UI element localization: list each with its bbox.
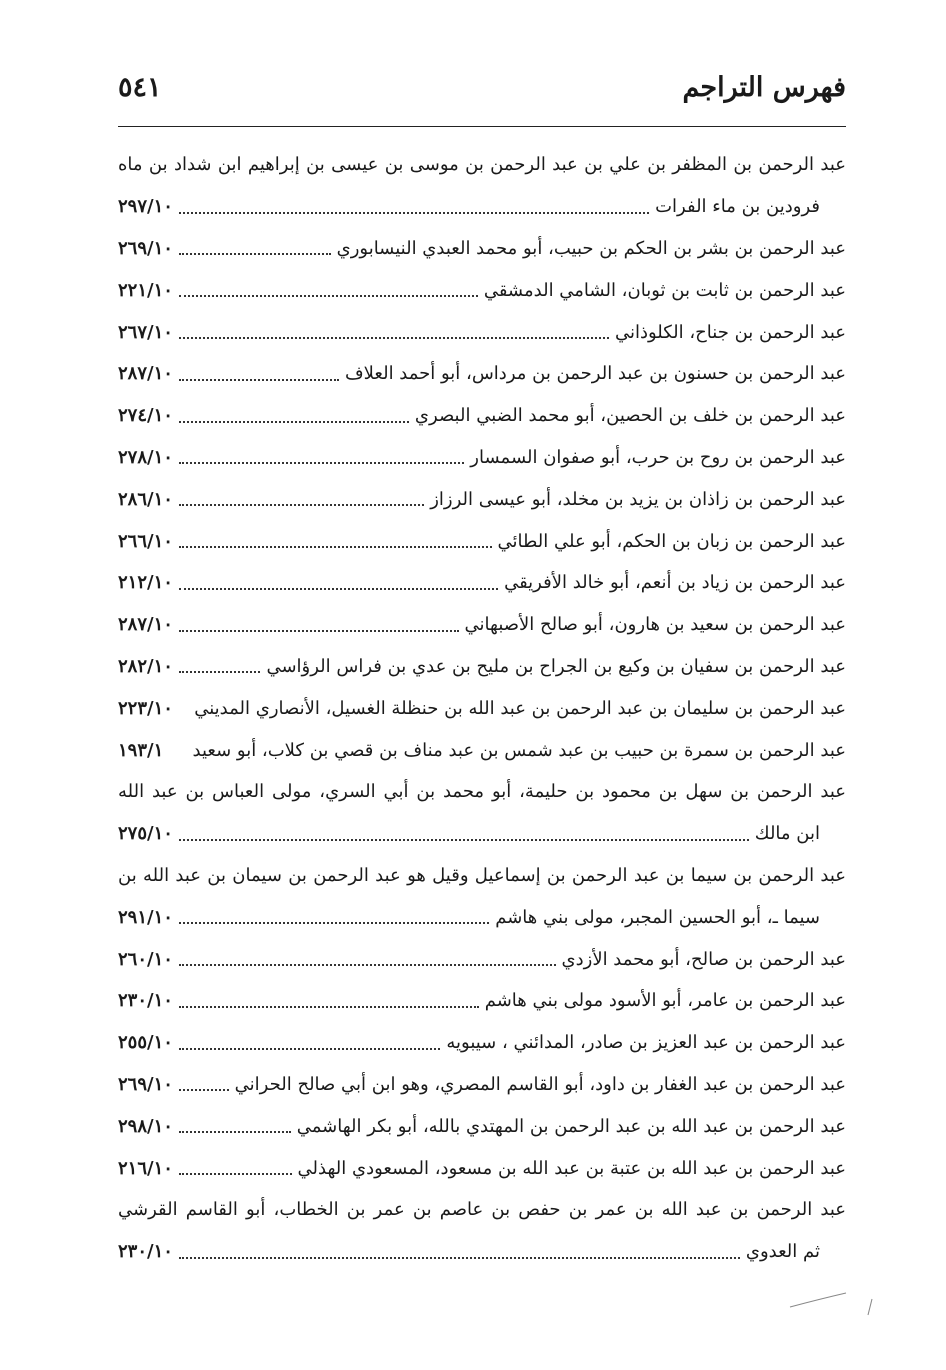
page-title: فهرس التراجم: [682, 72, 846, 103]
volume-page-reference: ٢٦٠/١٠: [118, 948, 173, 970]
index-entry: [118, 269, 846, 311]
entry-line: [118, 437, 846, 479]
dot-leader: [179, 546, 492, 548]
entry-line: [118, 729, 846, 771]
volume-page-reference: ٢٣٠/١٠: [118, 990, 173, 1012]
entry-line: [118, 478, 846, 520]
entry-line: [118, 1189, 846, 1231]
entry-line: [118, 687, 846, 729]
dot-leader: [179, 1257, 740, 1259]
entry-line: [118, 771, 846, 813]
entry-name-text: عبد الرحمن بن حسنون بن عبد الرحمن بن مرداس، أبو أحمد العلاف: [345, 363, 846, 385]
dot-leader: [179, 212, 649, 214]
dot-leader: [179, 1048, 440, 1050]
entry-name-text: عبد الرحمن بن خلف بن الحصين، أبو محمد الضبي البصري: [414, 405, 846, 427]
entry-name-text: ابن مالك: [754, 823, 820, 845]
index-entry: [118, 395, 846, 437]
entry-name-text: عبد الرحمن بن ثابت بن ثوبان، الشامي الدمشقي: [483, 279, 846, 301]
volume-page-reference: ٢٩٧/١٠: [118, 196, 173, 218]
index-entry: [118, 437, 846, 479]
dot-leader: [179, 839, 749, 841]
dot-leader: [179, 295, 478, 297]
dot-leader: [179, 671, 261, 673]
dot-leader: [179, 1089, 229, 1091]
index-entry: [118, 1189, 846, 1273]
volume-page-reference: ٢٧٤/١٠: [118, 405, 173, 427]
entry-name-text: عبد الرحمن بن سهل بن محمود بن حليمة، أبو محمد بن أبي السري، مولى العباس بن عبد الله: [118, 781, 846, 803]
volume-page-reference: ٢٧٥/١٠: [118, 823, 173, 845]
volume-page-reference: ٢١٦/١٠: [118, 1157, 173, 1179]
stray-pen-marks: [780, 1285, 890, 1325]
entry-name-text: عبد الرحمن بن عبد الله بن عبد الرحمن بن المهتدي بالله، أبو بكر الهاشمي: [296, 1115, 846, 1137]
dot-leader: [179, 253, 331, 255]
entry-name-text: عبد الرحمن بن عبد الله بن عتبة بن عبد الله بن مسعود، المسعودي الهذلي: [297, 1157, 846, 1179]
entry-line: [118, 228, 846, 270]
volume-page-reference: ٢٥٥/١٠: [118, 1032, 173, 1054]
entry-line: [118, 311, 846, 353]
dot-leader: [179, 379, 339, 381]
entry-continuation-line: [118, 896, 846, 938]
entry-name-text: عبد الرحمن بن سمرة بن حبيب بن عبد شمس بن عبد مناف بن قصي بن كلاب، أبو سعيد: [192, 739, 846, 761]
volume-page-reference: ٢٩١/١٠: [118, 906, 173, 928]
volume-page-reference: ٢٢١/١٠: [118, 279, 173, 301]
index-entry: [118, 646, 846, 688]
dot-leader: [179, 462, 464, 464]
entry-line: [118, 1147, 846, 1189]
volume-page-reference: ٢٦٩/١٠: [118, 237, 173, 259]
index-entry: [118, 562, 846, 604]
index-entry: [118, 604, 846, 646]
entry-line: [118, 980, 846, 1022]
entry-name-text: عبد الرحمن بن زياد بن أنعم، أبو خالد الأفريقي: [504, 572, 846, 594]
entry-name-text: سيما ـ، أبو الحسين المجبر، مولى بني هاشم: [495, 906, 820, 928]
entry-line: [118, 855, 846, 897]
volume-page-reference: ٢٨٢/١٠: [118, 655, 173, 677]
entry-name-text: عبد الرحمن بن سليمان بن عبد الرحمن بن عبد الله بن حنظلة الغسيل، الأنصاري المديني: [194, 697, 846, 719]
entry-name-text: عبد الرحمن بن عبد العزيز بن صادر، المدائني ، سيبويه: [446, 1032, 846, 1054]
volume-page-reference: ٢٣٠/١٠: [118, 1241, 173, 1263]
entry-line: [118, 562, 846, 604]
volume-page-reference: ٢٨٧/١٠: [118, 363, 173, 385]
index-entry: [118, 478, 846, 520]
entry-name-text: عبد الرحمن بن المظفر بن علي بن عبد الرحمن بن موسى بن عيسى بن إبراهيم ابن شداد بن ماه: [118, 154, 846, 176]
entry-line: [118, 604, 846, 646]
volume-page-reference: ٢٦٩/١٠: [118, 1073, 173, 1095]
volume-page-reference: ٢٨٦/١٠: [118, 488, 173, 510]
index-entry: [118, 353, 846, 395]
entry-line: [118, 520, 846, 562]
volume-page-reference: ١٩٣/١: [118, 739, 164, 761]
index-entry: [118, 1064, 846, 1106]
entry-continuation-line: [118, 813, 846, 855]
volume-page-reference: ٢٩٨/١٠: [118, 1115, 173, 1137]
entry-name-text: ثم العدوي: [745, 1241, 820, 1263]
index-entry: [118, 1147, 846, 1189]
index-entry: [118, 1022, 846, 1064]
entry-name-text: عبد الرحمن بن روح بن حرب، أبو صفوان السمسار: [470, 446, 846, 468]
dot-leader: [179, 504, 424, 506]
index-entries: [118, 144, 846, 1273]
entry-name-text: عبد الرحمن بن بشر بن الحكم بن حبيب، أبو محمد العبدي النيسابوري: [336, 237, 846, 259]
header-rule: [118, 126, 846, 127]
index-entry: [118, 520, 846, 562]
dot-leader: [179, 337, 609, 339]
entry-continuation-line: [118, 186, 846, 228]
volume-page-reference: ٢٢٣/١٠: [118, 697, 173, 719]
entry-line: [118, 1105, 846, 1147]
index-entry: [118, 311, 846, 353]
entry-name-text: فرودين بن ماء الفرات: [655, 196, 820, 218]
dot-leader: [179, 964, 556, 966]
index-entry: [118, 228, 846, 270]
volume-page-reference: ٢١٢/١٠: [118, 572, 173, 594]
entry-name-text: عبد الرحمن بن جناح، الكلوذاني: [614, 321, 846, 343]
index-entry: [118, 855, 846, 939]
entry-name-text: عبد الرحمن بن عبد الغفار بن داود، أبو القاسم المصري، وهو ابن أبي صالح الحراني: [234, 1073, 846, 1095]
index-entry: [118, 687, 846, 729]
entry-line: [118, 1064, 846, 1106]
page-number: ٥٤١: [118, 72, 162, 103]
dot-leader: [179, 588, 498, 590]
entry-line: [118, 269, 846, 311]
volume-page-reference: ٢٦٧/١٠: [118, 321, 173, 343]
entry-continuation-line: [118, 1231, 846, 1273]
entry-name-text: عبد الرحمن بن صالح، أبو محمد الأزدي: [561, 948, 846, 970]
entry-name-text: عبد الرحمن بن سفيان بن وكيع بن الجراح بن مليح بن عدي بن فراس الرؤاسي: [266, 655, 846, 677]
entry-name-text: عبد الرحمن بن زبان بن الحكم، أبو علي الطائي: [497, 530, 846, 552]
dot-leader: [179, 1173, 292, 1175]
dot-leader: [179, 922, 489, 924]
index-entry: [118, 144, 846, 228]
entry-name-text: عبد الرحمن بن سيما بن عبد الرحمن بن إسماعيل وقيل هو عبد الرحمن بن سيمان بن عبد الله بن: [118, 864, 846, 886]
dot-leader: [179, 1006, 479, 1008]
volume-page-reference: ٢٨٧/١٠: [118, 614, 173, 636]
entry-line: [118, 646, 846, 688]
entry-name-text: عبد الرحمن بن عبد الله بن عمر بن حفص بن عاصم بن عمر بن الخطاب، أبو القاسم القرشي: [118, 1199, 846, 1221]
index-entry: [118, 980, 846, 1022]
dot-leader: [179, 1131, 291, 1133]
entry-line: [118, 938, 846, 980]
entry-line: [118, 353, 846, 395]
entry-name-text: عبد الرحمن بن سعيد بن هارون، أبو صالح الأصبهاني: [464, 614, 846, 636]
entry-line: [118, 1022, 846, 1064]
index-entry: [118, 1105, 846, 1147]
index-entry: [118, 771, 846, 855]
volume-page-reference: ٢٦٦/١٠: [118, 530, 173, 552]
index-entry: [118, 729, 846, 771]
entry-name-text: عبد الرحمن بن عامر، أبو الأسود مولى بني هاشم: [484, 990, 846, 1012]
index-entry: [118, 938, 846, 980]
entry-line: [118, 144, 846, 186]
volume-page-reference: ٢٧٨/١٠: [118, 446, 173, 468]
entry-line: [118, 395, 846, 437]
dot-leader: [179, 630, 459, 632]
dot-leader: [179, 421, 409, 423]
entry-name-text: عبد الرحمن بن زاذان بن يزيد بن مخلد، أبو عيسى الرزاز: [430, 488, 846, 510]
